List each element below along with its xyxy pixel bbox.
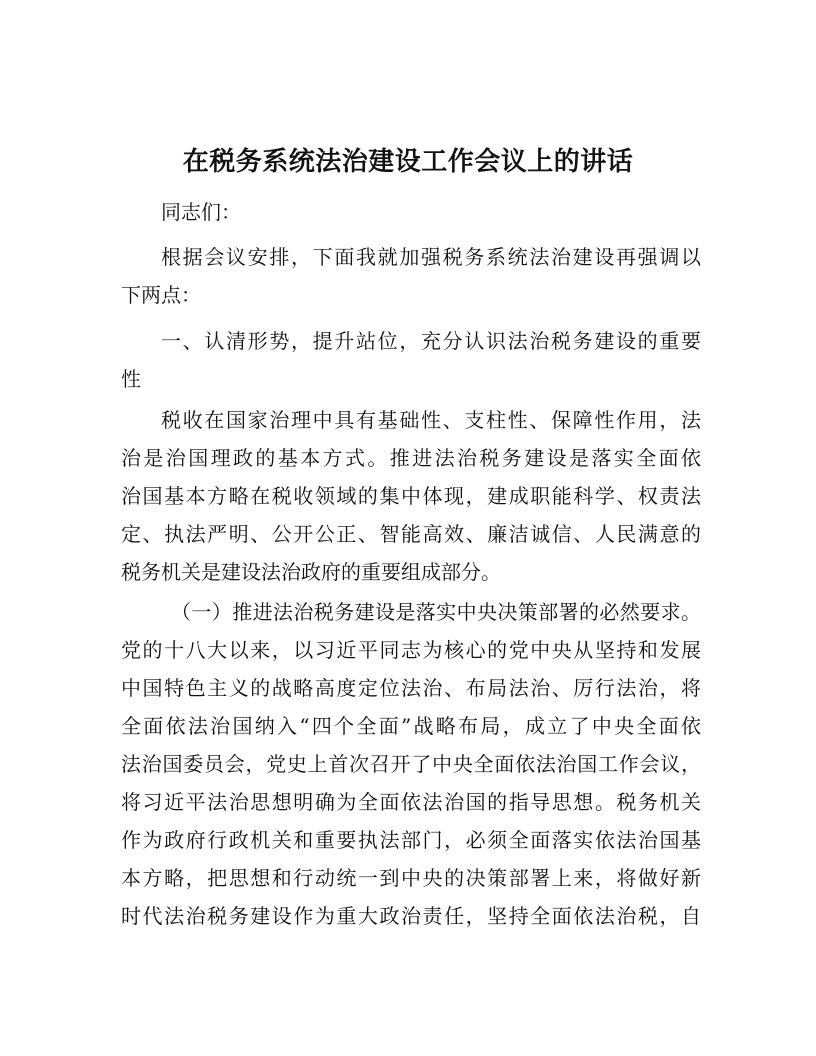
paragraph-line: 治国基本方略在税收领域的集中体现，建成职能科学、权责法 <box>121 484 701 508</box>
paragraph-line: 税收在国家治理中具有基础性、支柱性、保障性作用，法 <box>161 408 701 432</box>
paragraph-line: 定、执法严明、公开公正、智能高效、廉洁诚信、人民满意的 <box>121 522 701 546</box>
section-heading-line: 性 <box>121 367 141 391</box>
document-title: 在税务系统法治建设工作会议上的讲话 <box>182 147 634 177</box>
paragraph-line: 中国特色主义的战略高度定位法治、布局法治、厉行法治，将 <box>121 676 701 700</box>
paragraph-line: 下两点： <box>121 283 201 307</box>
paragraph-line: 根据会议安排，下面我就加强税务系统法治建设再强调以 <box>161 245 701 269</box>
paragraph-line: 治是治国理政的基本方式。推进法治税务建设是落实全面依 <box>121 446 701 470</box>
paragraph-line: 将习近平法治思想明确为全面依法治国的指导思想。税务机关 <box>121 790 701 814</box>
salutation: 同志们： <box>161 200 241 224</box>
paragraph-line: 党的十八大以来，以习近平同志为核心的党中央从坚持和发展 <box>121 638 701 662</box>
section-heading-line: 一、认清形势，提升站位，充分认识法治税务建设的重要 <box>161 329 701 353</box>
paragraph-line: 作为政府行政机关和重要执法部门，必须全面落实依法治国基 <box>121 828 701 852</box>
paragraph-line: 法治国委员会，党史上首次召开了中央全面依法治国工作会议， <box>121 752 701 776</box>
paragraph-line: （一）推进法治税务建设是落实中央决策部署的必然要求。 <box>171 600 701 624</box>
paragraph-line: 本方略，把思想和行动统一到中央的决策部署上来，将做好新 <box>121 866 701 890</box>
paragraph-line: 税务机关是建设法治政府的重要组成部分。 <box>121 560 501 584</box>
paragraph-line: 时代法治税务建设作为重大政治责任，坚持全面依法治税，自 <box>121 904 701 928</box>
paragraph-line: 全面依法治国纳入“四个全面”战略布局，成立了中央全面依 <box>121 714 701 738</box>
